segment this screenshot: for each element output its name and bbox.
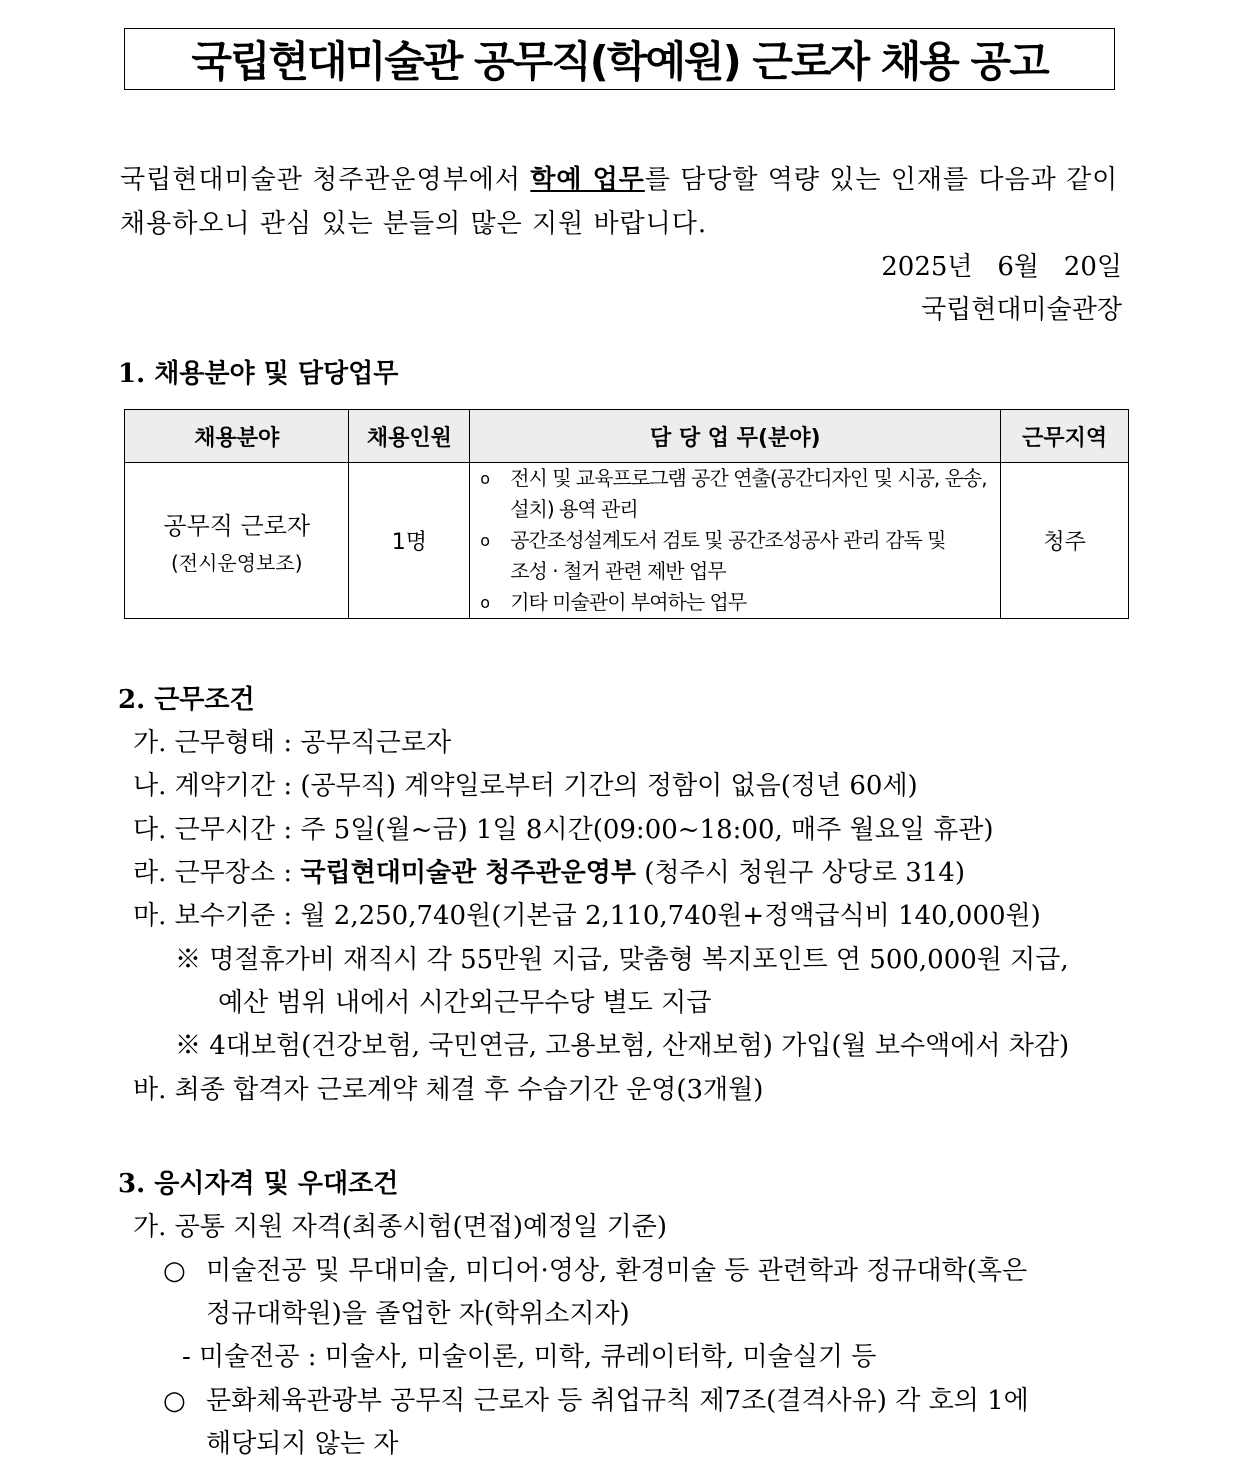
qualification-bullet-2-cont: 해당되지 않는 자 (206, 1429, 399, 1459)
duties-cell (470, 463, 1001, 619)
section-3-title: 3. 응시자격 및 우대조건 (118, 1169, 399, 1199)
notice-issuer: 국립현대미술관장 (921, 295, 1122, 325)
header-count: 채용인원 (349, 410, 470, 463)
title-box (124, 28, 1115, 90)
common-qualification: 가. 공통 지원 자격(최종시험(면접)예정일 기준) (133, 1212, 667, 1242)
duty-line: 설치) 용역 관리 (510, 497, 638, 521)
bullet-mark: o (480, 469, 490, 488)
position-cell (125, 463, 349, 619)
header-duties: 담 당 업 무(분야) (470, 410, 1001, 463)
duty-text (510, 525, 945, 587)
bullet-mark: o (480, 593, 490, 612)
work-hours: 다. 근무시간 : 주 5일(월~금) 1일 8시간(09:00~18:00, 매주 월요일 휴관) (133, 815, 994, 845)
work-place-name: 국립현대미술관 청주관운영부 (300, 858, 636, 888)
intro-line-1 (120, 164, 1118, 196)
pay-standard: 마. 보수기준 : 월 2,250,740원(기본급 2,110,740원+정액급식비 140,000원) (133, 901, 1041, 931)
duty-line: 전시 및 교육프로그램 공간 연출(공간디자인 및 시공, 운송, (510, 466, 987, 490)
qualification-bullet-1-mark: ○ (163, 1256, 186, 1286)
duty-text (510, 463, 986, 525)
job-table-header (125, 410, 1129, 463)
qualification-bullet-2-mark: ○ (163, 1386, 186, 1416)
contract-period: 나. 계약기간 : (공무직) 계약일로부터 기간의 정함이 없음(정년 60세) (133, 771, 918, 801)
page-title: 국립현대미술관 공무직(학예원) 근로자 채용 공고 (191, 37, 1048, 86)
intro-emphasis: 학예 업무 (530, 165, 645, 195)
header-region: 근무지역 (1001, 410, 1129, 463)
section-2-title: 2. 근무조건 (118, 685, 255, 715)
intro-text-after: 를 담당할 역량 있는 인재를 다음과 같이 (644, 165, 1119, 195)
notice-date: 2025년 6월 20일 (881, 252, 1122, 282)
probation: 바. 최종 합격자 근로계약 체결 후 수습기간 운영(3개월) (133, 1075, 764, 1105)
region-cell: 청주 (1001, 463, 1129, 619)
qualification-bullet-1: 미술전공 및 무대미술, 미디어·영상, 환경미술 등 관련학과 정규대학(혹은 (206, 1256, 1028, 1286)
duty-item (476, 587, 994, 618)
duty-item (476, 463, 994, 525)
art-major-detail: - 미술전공 : 미술사, 미술이론, 미학, 큐레이터학, 미술실기 등 (182, 1342, 877, 1372)
duty-text: 기타 미술관이 부여하는 업무 (510, 590, 747, 614)
count-cell: 1명 (349, 463, 470, 619)
work-place-label: 라. 근무장소 : (133, 858, 301, 888)
work-type: 가. 근무형태 : 공무직근로자 (133, 728, 452, 758)
bullet-mark: o (480, 531, 490, 550)
position-main: 공무직 근로자 (163, 511, 311, 540)
duty-line: 공간조성설계도서 검토 및 공간조성공사 관리 감독 및 (510, 528, 946, 552)
pay-note-1-cont: 예산 범위 내에서 시간외근무수당 별도 지급 (218, 988, 712, 1018)
intro-line-2: 채용하오니 관심 있는 분들의 많은 지원 바랍니다. (120, 209, 708, 239)
header-field: 채용분야 (125, 410, 349, 463)
job-table (124, 409, 1129, 619)
work-place-address: (청주시 청원구 상당로 314) (644, 858, 965, 888)
section-1-title: 1. 채용분야 및 담당업무 (118, 359, 399, 389)
intro-text-before: 국립현대미술관 청주관운영부에서 (120, 165, 531, 195)
position-sub: (전시운영보조) (170, 550, 303, 575)
duty-item (476, 525, 994, 587)
qualification-bullet-1-cont: 정규대학원)을 졸업한 자(학위소지자) (206, 1299, 630, 1329)
pay-note-1: ※ 명절휴가비 재직시 각 55만원 지급, 맞춤형 복지포인트 연 500,000원 지급, (175, 945, 1069, 975)
work-place (133, 857, 965, 889)
pay-note-2: ※ 4대보험(건강보험, 국민연금, 고용보험, 산재보험) 가입(월 보수액에서 차감) (175, 1031, 1070, 1061)
qualification-bullet-2: 문화체육관광부 공무직 근로자 등 취업규칙 제7조(결격사유) 각 호의 1에 (206, 1386, 1029, 1416)
table-row (125, 463, 1129, 619)
duty-line: 조성 · 철거 관련 제반 업무 (510, 559, 726, 583)
